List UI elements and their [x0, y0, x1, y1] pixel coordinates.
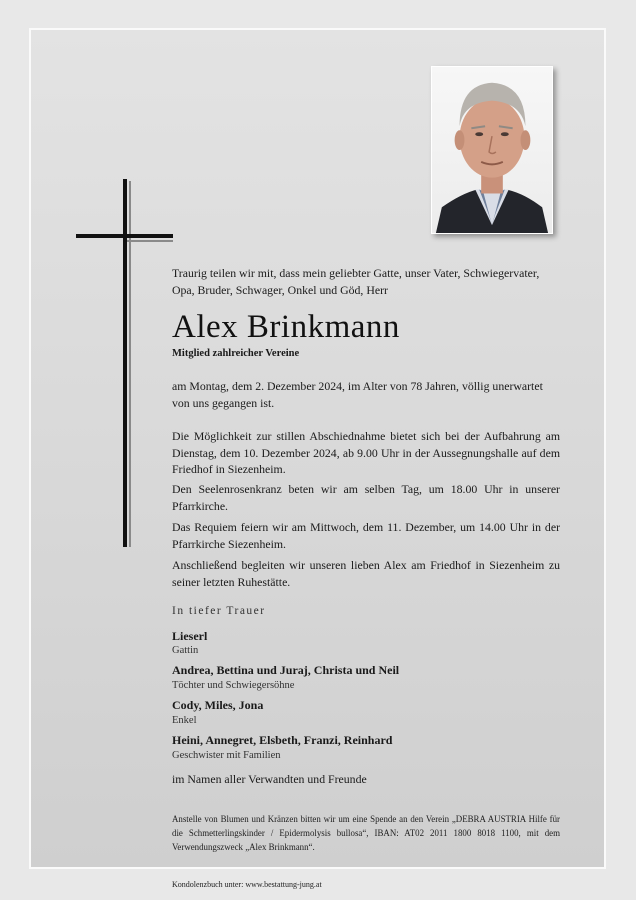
mourner-names: Lieserl	[172, 629, 208, 643]
paragraph-rosary: Den Seelenrosenkranz beten wir am selben Tag, um 18.00 Uhr in unserer Pfarrkirche.	[172, 482, 560, 513]
cross-shadow-horizontal	[127, 240, 173, 242]
cross-icon-bar	[76, 234, 173, 238]
deceased-name: Alex Brinkmann	[172, 309, 400, 345]
portrait-photo	[431, 66, 553, 234]
paragraph-requiem: Das Requiem feiern wir am Mittwoch, dem 11. Dezember, um 14.00 Uhr in der Pfarrkirche Siezenheim.	[172, 520, 560, 551]
paragraph-viewing: Die Möglichkeit zur stillen Abschiednahme bietet sich bei der Aufbahrung am Dienstag, dem 10. Dezember 2024, ab 9.00 Uhr in der Aussegnungshalle auf dem Friedhof in Siezenheim.	[172, 429, 560, 476]
mourner-relation: Enkel	[172, 715, 197, 726]
donation-notice: Anstelle von Blumen und Kränzen bitten wir um eine Spende an den Verein „DEBRA AUSTRIA Hilfe für die Schmetterlingskinder / Epidermolysis bullosa“, IBAN: AT02 2011 1800 8018 1100, mit dem Verwendungszweck „Alex Brinkmann“.	[172, 814, 560, 852]
paragraph-burial: Anschließend begleiten wir unseren lieben Alex am Friedhof in Siezenheim zu seiner letzten Ruhestätte.	[172, 558, 560, 589]
passing-text: am Montag, dem 2. Dezember 2024, im Alter von 78 Jahren, völlig unerwartet von uns gegangen ist.	[172, 379, 543, 410]
condolence-link[interactable]: Kondolenzbuch unter: www.bestattung-jung.at	[172, 880, 322, 889]
intro-text: Traurig teilen wir mit, dass mein geliebter Gatte, unser Vater, Schwiegervater, Opa, Bruder, Schwager, Onkel und Göd, Herr	[172, 266, 540, 297]
mourner-relation: Geschwister mit Familien	[172, 750, 281, 761]
mourner-relation: Gattin	[172, 645, 199, 656]
mourning-heading: In tiefer Trauer	[172, 605, 266, 617]
mourner-names: Cody, Miles, Jona	[172, 698, 264, 712]
mourner-relation: Töchter und Schwiegersöhne	[172, 680, 295, 691]
closing-line: im Namen aller Verwandten und Freunde	[172, 772, 367, 786]
mourner-names: Andrea, Bettina und Juraj, Christa und Neil	[172, 663, 400, 677]
mourner-names: Heini, Annegret, Elsbeth, Franzi, Reinhard	[172, 733, 393, 747]
deceased-subtitle: Mitglied zahlreicher Vereine	[172, 348, 300, 359]
